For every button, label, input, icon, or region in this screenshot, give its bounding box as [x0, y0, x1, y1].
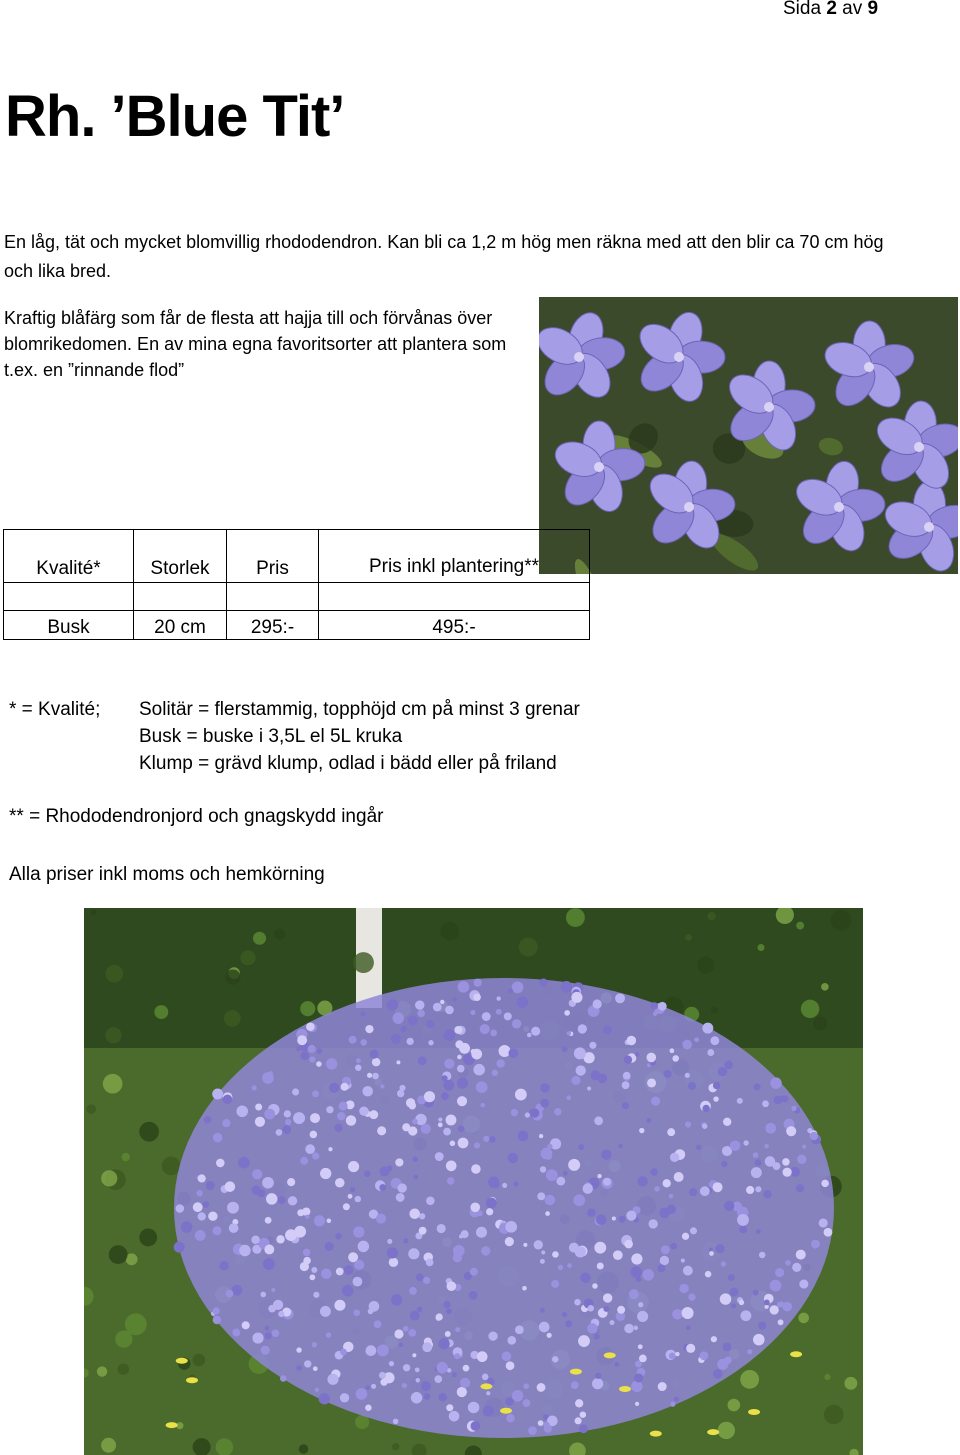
cell-price: 295:-: [227, 611, 319, 640]
page-number-sep: av: [842, 0, 863, 19]
planting-note: ** = Rhododendronjord och gnagskydd ingår: [9, 806, 384, 827]
price-table: [3, 529, 590, 640]
cell-quality: Busk: [4, 611, 134, 640]
price-table-header-row: [4, 530, 590, 583]
description-paragraph: Kraftig blåfärg som får de flesta att hajja till och förvånas över blomrikedomen. En av mina egna favoritsorter att plantera som t.ex. en ”rinnande flod”: [4, 308, 507, 380]
page-number: [783, 0, 878, 20]
page-number-total: 9: [867, 0, 879, 19]
header-quality: Kvalité*: [4, 530, 134, 583]
page-title: Rh. ’Blue Tit’: [5, 84, 345, 149]
header-price-planting: Pris inkl plantering**: [319, 530, 590, 583]
quality-line-busk: Busk = buske i 3,5L el 5L kruka: [139, 726, 403, 747]
cell-size: 20 cm: [134, 611, 227, 640]
price-table-spacer-row: [4, 583, 590, 611]
page-number-current: 2: [826, 0, 837, 19]
quality-line-klump: Klump = grävd klump, odlad i bädd eller på friland: [139, 753, 557, 774]
header-price: Pris: [227, 530, 319, 583]
intro-paragraph: En låg, tät och mycket blomvillig rhododendron. Kan bli ca 1,2 m hög men räkna med att den blir ca 70 cm hög och lika bred.: [4, 232, 884, 281]
quality-key: * = Kvalité;: [9, 699, 101, 720]
header-size: Storlek: [134, 530, 227, 583]
page-number-prefix: Sida: [783, 0, 822, 19]
price-table-row: [4, 611, 590, 640]
cell-price-planting: 495:-: [319, 611, 590, 640]
prices-note: Alla priser inkl moms och hemkörning: [9, 864, 325, 885]
flower-closeup-photo: [539, 297, 958, 574]
quality-line-solitar: Solitär = flerstammig, topphöjd cm på minst 3 grenar: [139, 699, 580, 720]
shrub-photo: [84, 908, 863, 1455]
quality-notes: [9, 696, 580, 777]
